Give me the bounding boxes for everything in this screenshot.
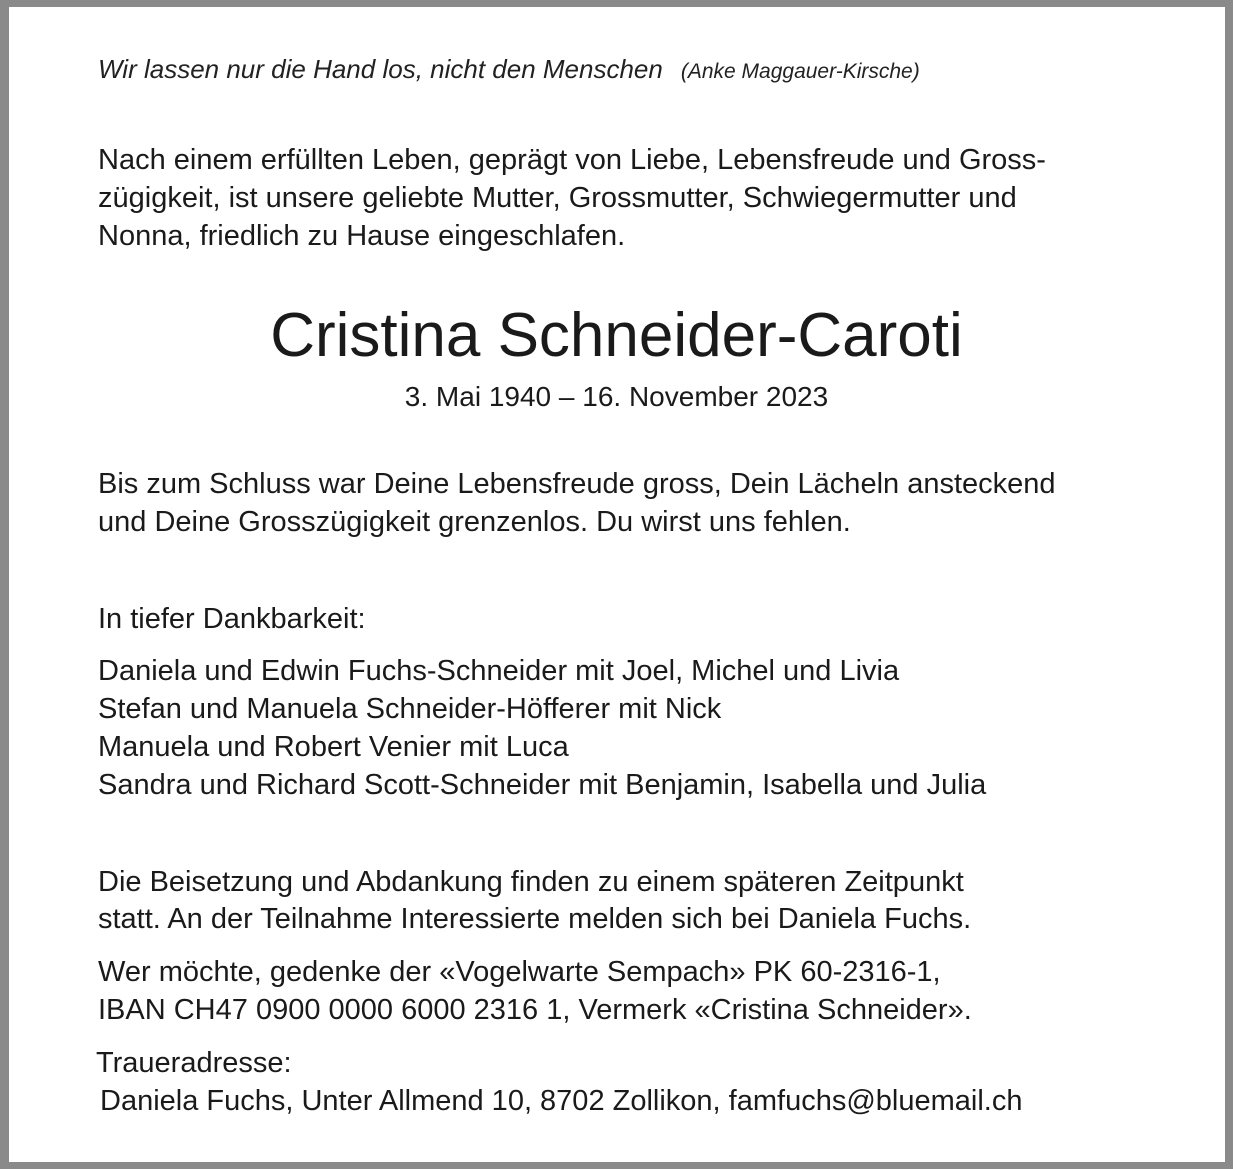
donation-line-1: Wer möchte, gedenke der «Vogelwarte Sempach» PK 60-2316-1,: [98, 956, 941, 988]
tribute-line-2: und Deine Grosszügigkeit grenzenlos. Du wirst uns fehlen.: [98, 506, 851, 538]
motto-text: Wir lassen nur die Hand los, nicht den Menschen: [98, 54, 663, 84]
mourner-family: Sandra und Richard Scott-Schneider mit Benjamin, Isabella und Julia: [98, 769, 987, 801]
address-label: Traueradresse:: [96, 1047, 292, 1079]
tribute-line-1: Bis zum Schluss war Deine Lebensfreude gross, Dein Lächeln ansteckend: [98, 468, 1056, 500]
intro-line-3: Nonna, friedlich zu Hause eingeschlafen.: [98, 220, 626, 252]
intro-line-2: zügigkeit, ist unsere geliebte Mutter, Grossmutter, Schwiegermutter und: [98, 182, 1017, 214]
mourner-family: Stefan und Manuela Schneider-Höfferer mit Nick: [98, 693, 722, 725]
mourner-family: Daniela und Edwin Fuchs-Schneider mit Joel, Michel und Livia: [98, 655, 900, 687]
intro-line-1: Nach einem erfüllten Leben, geprägt von Liebe, Lebensfreude und Gross-: [98, 144, 1046, 176]
mourner-family: Manuela und Robert Venier mit Luca: [98, 731, 569, 763]
funeral-line-2: statt. An der Teilnahme Interessierte melden sich bei Daniela Fuchs.: [98, 903, 972, 935]
address-value: Daniela Fuchs, Unter Allmend 10, 8702 Zollikon, famfuchs@bluemail.ch: [100, 1085, 1023, 1117]
funeral-line-1: Die Beisetzung und Abdankung finden zu einem späteren Zeitpunkt: [98, 866, 964, 898]
motto-author: (Anke Maggauer-Kirsche): [680, 60, 920, 83]
mourners-heading: In tiefer Dankbarkeit:: [98, 603, 366, 635]
motto: [98, 51, 920, 90]
life-dates: 3. Mai 1940 – 16. November 2023: [404, 381, 829, 412]
donation-line-2: IBAN CH47 0900 0000 6000 2316 1, Vermerk «Cristina Schneider».: [98, 994, 972, 1026]
deceased-name: Cristina Schneider-Caroti: [270, 301, 963, 370]
